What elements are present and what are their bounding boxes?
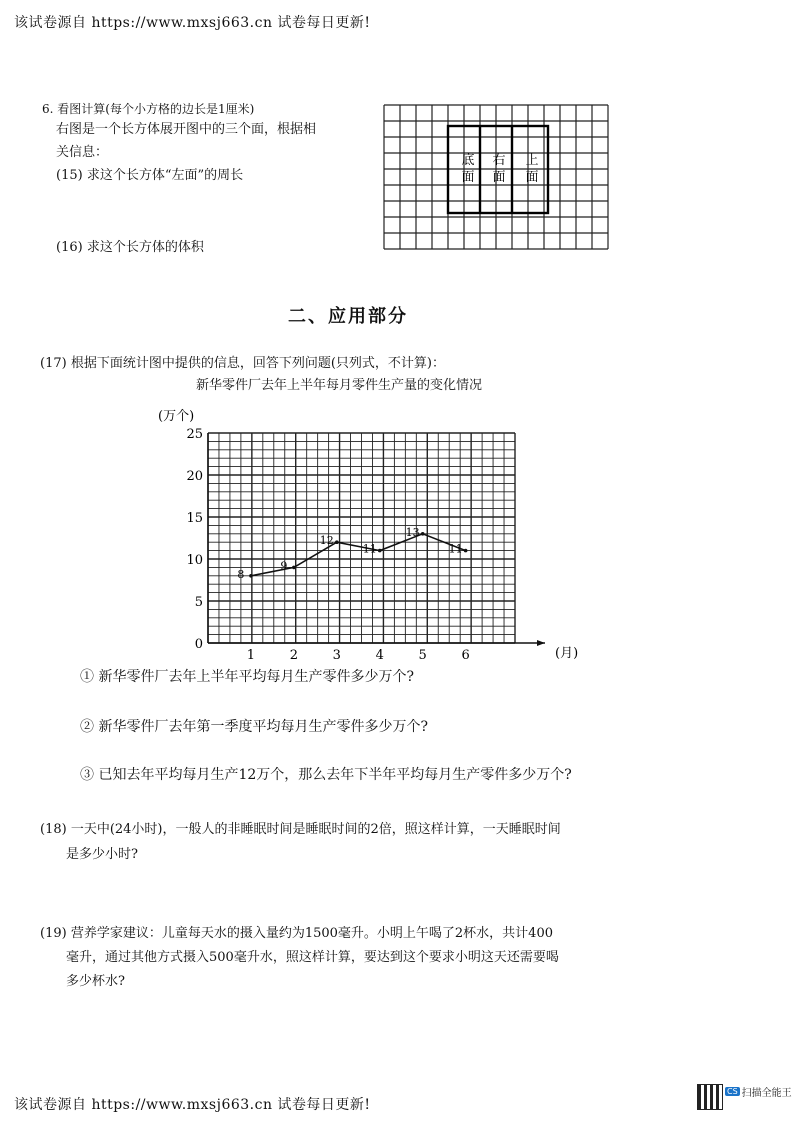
x-tick-label: 6 xyxy=(461,648,470,663)
q16-text: (16) 求这个长方体的体积 xyxy=(56,240,204,255)
chart-title: 新华零件厂去年上半年每月零件生产量的变化情况 xyxy=(196,378,483,393)
y-tick-label: 0 xyxy=(194,637,203,652)
y-tick-label: 25 xyxy=(186,427,203,442)
data-point xyxy=(464,549,468,553)
q6-title: 6. 看图计算(每个小方格的边长是1厘米) xyxy=(42,102,255,116)
data-label: 11 xyxy=(448,542,463,556)
q18-line2: 是多少小时? xyxy=(66,847,138,862)
y-tick-label: 10 xyxy=(186,553,203,568)
data-label: 8 xyxy=(237,567,245,581)
x-tick-label: 5 xyxy=(418,648,427,663)
footer-source-note: 该试卷源自 https://www.mxsj663.cn 试卷每日更新! xyxy=(14,1097,371,1113)
y-tick-label: 15 xyxy=(186,511,203,526)
q17-intro: (17) 根据下面统计图中提供的信息，回答下列问题(只列式，不计算)： xyxy=(40,356,445,371)
line-chart xyxy=(150,400,579,665)
scanner-watermark xyxy=(725,1084,792,1099)
y-tick-label: 20 xyxy=(186,469,203,484)
x-tick-label: 3 xyxy=(332,648,341,663)
data-point xyxy=(421,532,425,536)
y-tick-label: 5 xyxy=(194,595,203,610)
x-tick-label: 1 xyxy=(246,648,256,663)
q18-line1: (18) 一天中(24小时)，一般人的非睡眠时间是睡眠时间的2倍，照这样计算，一天睡眠时间 xyxy=(40,822,561,837)
data-label: 11 xyxy=(362,542,377,556)
data-label: 12 xyxy=(319,534,334,548)
q17-sub1: ① 新华零件厂去年上半年平均每月生产零件多少万个? xyxy=(80,669,414,685)
face-label-bottom: 底面 xyxy=(461,153,475,185)
face-label-right: 右面 xyxy=(492,153,506,185)
scanner-logo-icon: CS xyxy=(727,1087,738,1096)
x-tick-label: 4 xyxy=(375,648,384,663)
q19-line2: 毫升，通过其他方式摄入500毫升水，照这样计算，要达到这个要求小明这天还需要喝 xyxy=(66,950,559,965)
q17-sub2: ② 新华零件厂去年第一季度平均每月生产零件多少万个? xyxy=(80,719,428,735)
data-point xyxy=(378,549,382,553)
face-label-top: 上面 xyxy=(525,153,539,185)
net-grid xyxy=(380,100,610,260)
x-axis-arrow xyxy=(537,640,545,646)
x-axis-title: (月) xyxy=(555,646,579,661)
section-title: 二、应用部分 xyxy=(288,306,408,327)
q19-line1: (19) 营养学家建议：儿童每天水的摄入量约为1500毫升。小明上午喝了2杯水，共计400 xyxy=(40,926,553,941)
y-axis-title: (万个) xyxy=(158,409,195,424)
data-point xyxy=(335,540,339,544)
q17-sub3: ③ 已知去年平均每月生产12万个，那么去年下半年平均每月生产零件多少万个? xyxy=(80,767,572,783)
header-source-note: 该试卷源自 https://www.mxsj663.cn 试卷每日更新! xyxy=(14,15,371,31)
q19-line3: 多少杯水? xyxy=(66,974,125,989)
scanner-brand: 扫描全能王 xyxy=(741,1088,792,1099)
q15-text: (15) 求这个长方体“左面”的周长 xyxy=(56,168,244,183)
qr-code-icon xyxy=(697,1084,723,1110)
data-point xyxy=(292,566,296,570)
q6-line1: 右图是一个长方体展开图中的三个面，根据相 xyxy=(56,122,317,137)
data-point xyxy=(249,574,253,578)
x-tick-label: 2 xyxy=(289,648,299,663)
data-label: 13 xyxy=(405,525,420,539)
q6-line2: 关信息： xyxy=(56,145,109,160)
data-label: 9 xyxy=(280,559,288,573)
